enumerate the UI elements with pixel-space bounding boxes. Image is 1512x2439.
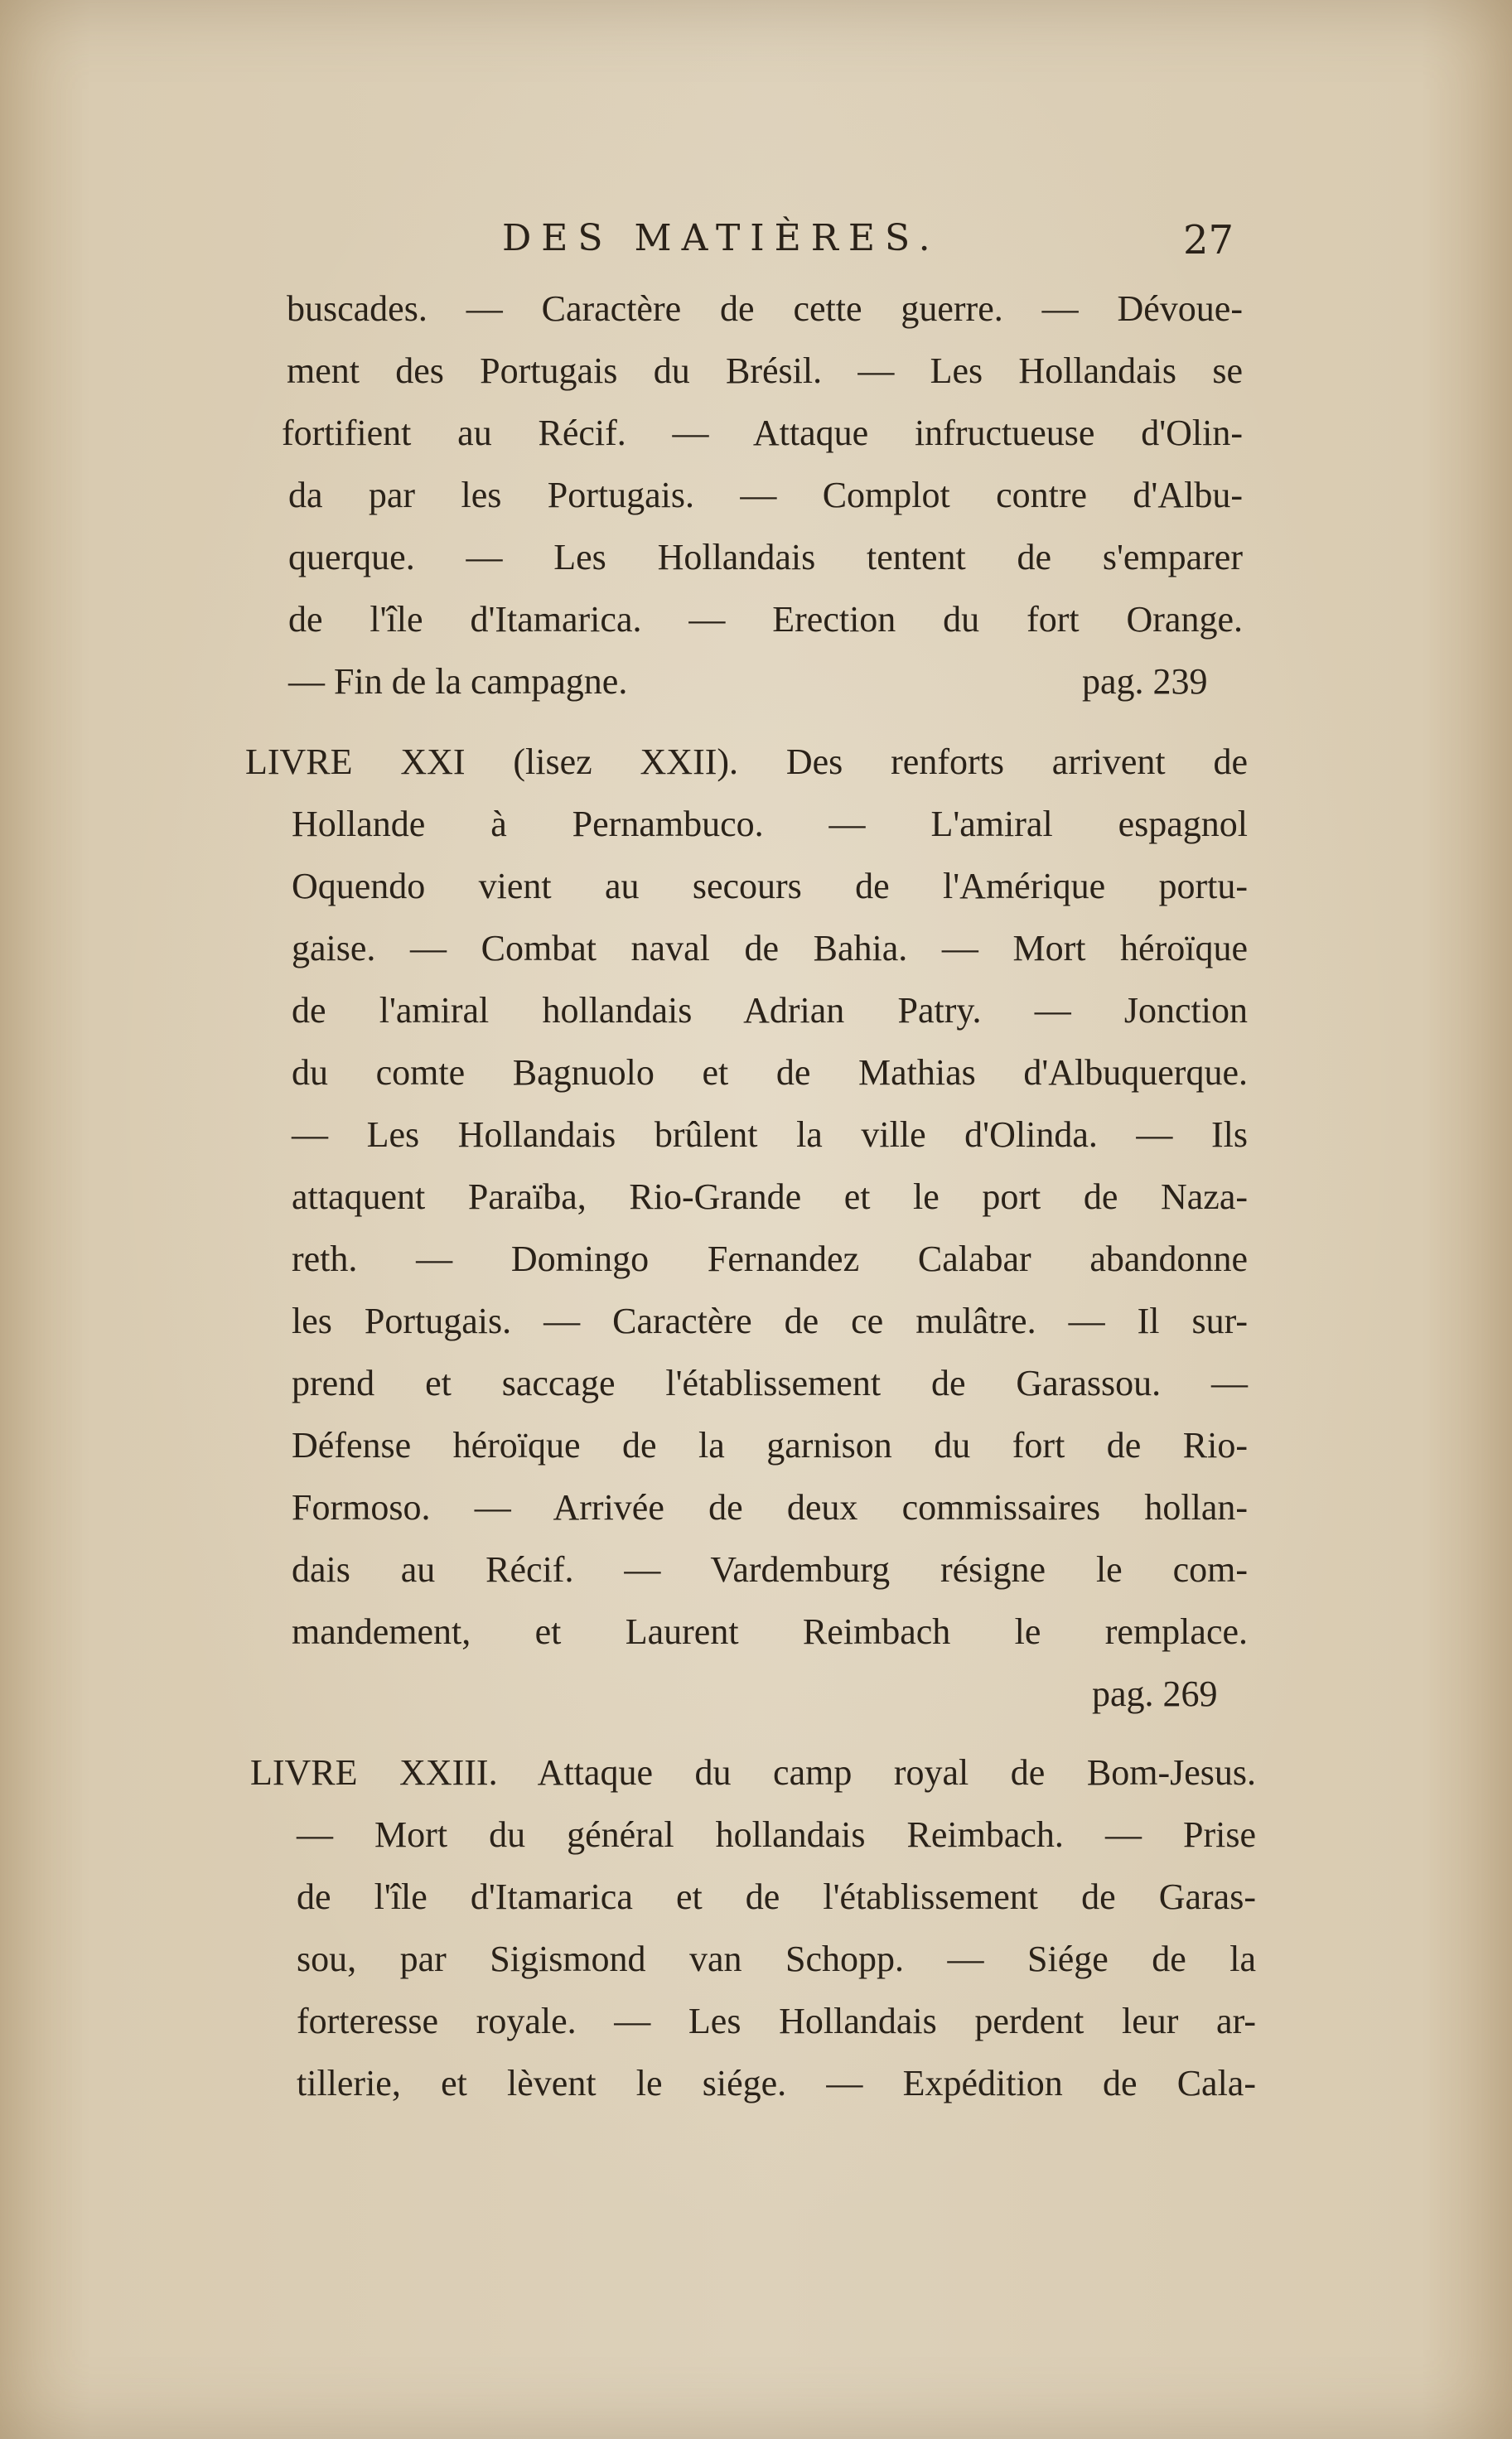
toc-line: — Mort du général hollandais Reimbach. — Prise	[297, 1814, 1256, 1855]
toc-line: mandement, et Laurent Reimbach le remplace.	[292, 1611, 1248, 1652]
page-reference: pag. 269	[1092, 1673, 1218, 1714]
toc-line: — Les Hollandais brûlent la ville d'Olinda. — Ils	[292, 1114, 1248, 1155]
toc-line: reth. — Domingo Fernandez Calabar abandonne	[292, 1239, 1248, 1279]
header-title: DES MATIÈRES.	[502, 217, 940, 259]
toc-line: LIVRE XXIII. Attaque du camp royal de Bom-Jesus.	[250, 1752, 1256, 1793]
toc-line: tillerie, et lèvent le siége. — Expédition de Cala-	[297, 2063, 1256, 2103]
toc-line: fortifient au Récif. — Attaque infructueuse d'Olin-	[282, 413, 1243, 453]
toc-line: — Fin de la campagne.	[288, 661, 628, 702]
toc-line: Hollande à Pernambuco. — L'amiral espagnol	[292, 804, 1248, 844]
toc-line: Défense héroïque de la garnison du fort de Rio-	[292, 1425, 1248, 1466]
running-header	[0, 217, 1512, 275]
toc-line: de l'île d'Itamarica. — Erection du fort Orange.	[288, 599, 1243, 640]
toc-line: Formoso. — Arrivée de deux commissaires hollan-	[292, 1487, 1248, 1528]
toc-line: forteresse royale. — Les Hollandais perdent leur ar-	[297, 2001, 1256, 2041]
toc-line: du comte Bagnuolo et de Mathias d'Albuquerque.	[292, 1052, 1248, 1093]
toc-line: de l'amiral hollandais Adrian Patry. — Jonction	[292, 990, 1248, 1031]
toc-line: da par les Portugais. — Complot contre d'Albu-	[288, 475, 1243, 515]
toc-line: dais au Récif. — Vardemburg résigne le com-	[292, 1549, 1248, 1590]
toc-line: gaise. — Combat naval de Bahia. — Mort héroïque	[292, 928, 1248, 968]
toc-line: prend et saccage l'établissement de Garassou. —	[292, 1363, 1248, 1403]
toc-line: les Portugais. — Caractère de ce mulâtre. — Il sur-	[292, 1301, 1248, 1341]
toc-line: sou, par Sigismond van Schopp. — Siége de la	[297, 1939, 1256, 1979]
page-number: 27	[1183, 217, 1234, 263]
toc-line: attaquent Paraïba, Rio-Grande et le port de Naza-	[292, 1176, 1248, 1217]
toc-line: Oquendo vient au secours de l'Amérique portu-	[292, 866, 1248, 906]
toc-line: buscades. — Caractère de cette guerre. — Dévoue-	[287, 288, 1243, 329]
toc-line: ment des Portugais du Brésil. — Les Hollandais se	[287, 350, 1243, 391]
toc-line: de l'île d'Itamarica et de l'établissement de Garas-	[297, 1876, 1256, 1917]
toc-line: querque. — Les Hollandais tentent de s'emparer	[288, 537, 1243, 577]
toc-line: LIVRE XXI (lisez XXII). Des renforts arrivent de	[245, 741, 1248, 782]
page-reference: pag. 239	[1082, 661, 1208, 702]
